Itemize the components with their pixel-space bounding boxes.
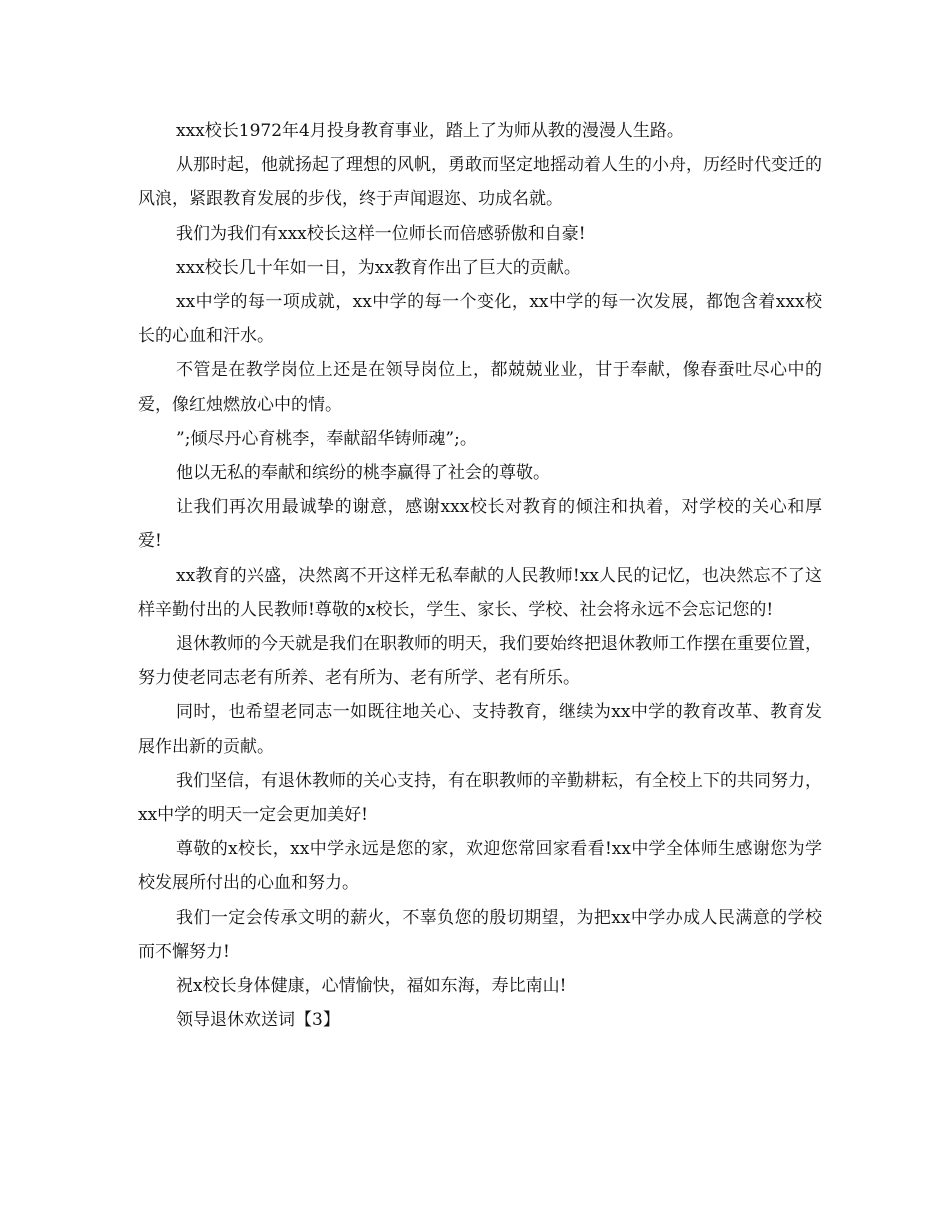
paragraph: xx教育的兴盛，决然离不开这样无私奉献的人民教师!xx人民的记忆，也决然忘不了这样辛勤付出的人民教师!尊敬的x校长，学生、家长、学校、社会将永远不会忘记您的! — [138, 565, 822, 620]
paragraph: 从那时起，他就扬起了理想的风帆，勇敢而坚定地摇动着人生的小舟，历经时代变迁的风浪，紧跟教育发展的步伐，终于声闻遐迩、功成名就。 — [138, 155, 822, 210]
paragraph: 他以无私的奉献和缤纷的桃李赢得了社会的尊敬。 — [176, 463, 550, 484]
paragraph: xxx校长1972年4月投身教育事业，踏上了为师从教的漫漫人生路。 — [176, 121, 684, 141]
paragraph: 同时，也希望老同志一如既往地关心、支持教育，继续为xx中学的教育改革、教育发展作出新的贡献。 — [138, 702, 822, 757]
paragraph: 我们坚信，有退休教师的关心支持，有在职教师的辛勤耕耘，有全校上下的共同努力，xx中学的明天一定会更加美好! — [138, 770, 822, 826]
paragraph: 我们为我们有xxx校长这样一位师长而倍感骄傲和自豪! — [176, 223, 586, 244]
paragraph: xxx校长几十年如一日，为xx教育作出了巨大的贡献。 — [176, 257, 581, 278]
document-body — [138, 114, 822, 1037]
paragraph: 尊敬的x校长，xx中学永远是您的家，欢迎您常回家看看!xx中学全体师生感谢您为学校发展所付出的心血和努力。 — [138, 839, 822, 894]
paragraph: 我们一定会传承文明的薪火，不辜负您的殷切期望，为把xx中学办成人民满意的学校而不懈努力! — [138, 907, 822, 962]
paragraph: 祝x校长身体健康，心情愉快，福如东海，寿比南山! — [176, 976, 567, 997]
paragraph: ”;倾尽丹心育桃李，奉献韶华铸师魂”;。 — [176, 428, 477, 449]
paragraph: 不管是在教学岗位上还是在领导岗位上，都兢兢业业，甘于奉献，像春蚕吐尽心中的爱，像红烛燃放心中的情。 — [138, 360, 822, 415]
section-heading: 领导退休欢送词【3】 — [176, 1010, 340, 1031]
paragraph: xx中学的每一项成就，xx中学的每一个变化，xx中学的每一次发展，都饱含着xxx校长的心血和汗水。 — [138, 292, 822, 347]
paragraph: 退休教师的今天就是我们在职教师的明天，我们要始终把退休教师工作摆在重要位置，努力使老同志老有所养、老有所为、老有所学、老有所乐。 — [138, 634, 822, 689]
paragraph: 让我们再次用最诚挚的谢意，感谢xxx校长对教育的倾注和执着，对学校的关心和厚爱! — [138, 497, 822, 552]
